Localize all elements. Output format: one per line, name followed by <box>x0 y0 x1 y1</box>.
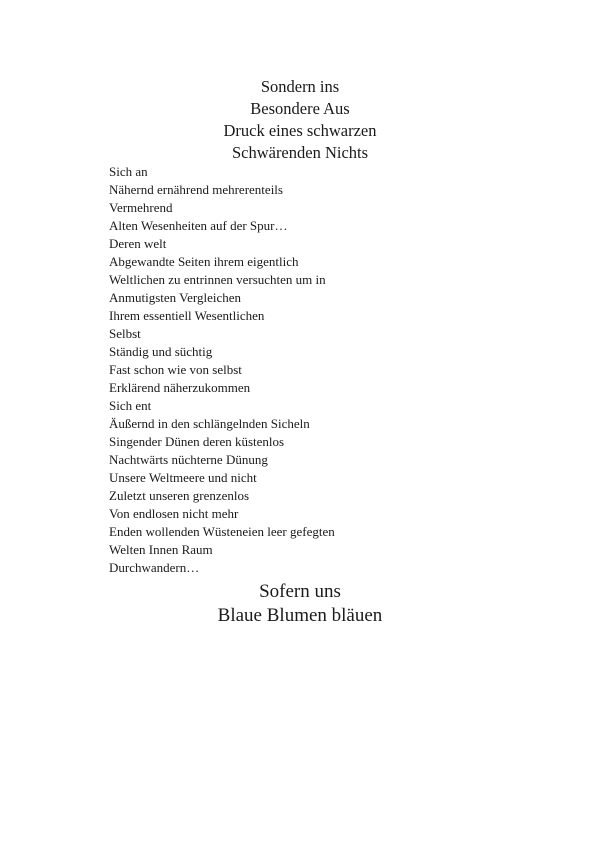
poem-line: Ständig und süchtig <box>109 344 213 359</box>
poem-line: Nachtwärts nüchterne Dünung <box>109 452 268 467</box>
poem-line: Fast schon wie von selbst <box>109 362 242 377</box>
poem-line: Nähernd ernährend mehrerenteils <box>109 182 283 197</box>
opening-line: Besondere Aus <box>250 99 350 118</box>
poem-line: Sich an <box>109 164 148 179</box>
opening-line: Sondern ins <box>260 77 340 96</box>
poem-body <box>109 163 509 577</box>
poem-line: Unsere Weltmeere und nicht <box>109 470 257 485</box>
closing-line: Sofern uns <box>259 581 341 602</box>
poem-line: Von endlosen nicht mehr <box>109 506 239 521</box>
opening-line: Druck eines schwarzen <box>223 121 377 140</box>
poem-line: Ihrem essentiell Wesentlichen <box>109 308 265 323</box>
poem-line: Abgewandte Seiten ihrem eigentlich <box>109 254 299 269</box>
closing-line: Blaue Blumen bläuen <box>217 605 383 626</box>
poem-line: Singender Dünen deren küstenlos <box>109 434 285 449</box>
poem-line: Alten Wesenheiten auf der Spur… <box>109 218 288 233</box>
poem-line: Sich ent <box>109 398 152 413</box>
poem-line: Selbst <box>109 326 141 341</box>
poem-line: Welten Innen Raum <box>109 542 213 557</box>
poem-line: Weltlichen zu entrinnen versuchten um in <box>109 272 326 287</box>
opening-stanza <box>0 76 600 164</box>
poem-line: Deren welt <box>109 236 167 251</box>
poem-line: Durchwandern… <box>109 560 200 575</box>
poem-line: Vermehrend <box>109 200 173 215</box>
closing-stanza <box>0 580 600 628</box>
poem-line: Äußernd in den schlängelnden Sicheln <box>109 416 310 431</box>
poem-line: Zuletzt unseren grenzenlos <box>109 488 250 503</box>
opening-line: Schwärenden Nichts <box>231 143 369 162</box>
poem-line: Anmutigsten Vergleichen <box>109 290 242 305</box>
poem-line: Enden wollenden Wüsteneien leer gefegten <box>109 524 335 539</box>
poem-line: Erklärend näherzukommen <box>109 380 251 395</box>
